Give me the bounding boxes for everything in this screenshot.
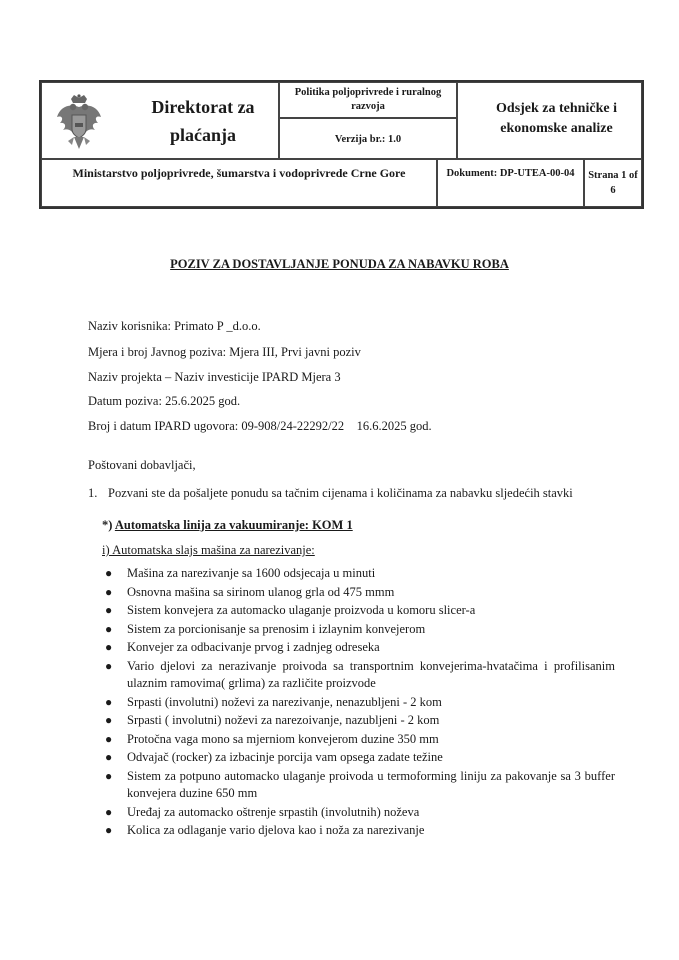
list-item: ● Protočna vaga mono sa mjerniom konvejerom duzine 350 mm (105, 731, 439, 746)
list-item: ● Odvajač (rocker) za izbacinje porcija vam opsega zadate težine (105, 750, 443, 765)
bullet-icon: ● (105, 694, 113, 709)
point-1-text: Pozvani ste da pošaljete ponudu sa tačnim cijenama i količinama za nabavku sljedećih stavki (108, 486, 573, 500)
section-heading (102, 518, 353, 533)
version-cell: Verzija br.: 1.0 (279, 118, 457, 159)
section-prefix: *) (102, 518, 115, 532)
list-item: ● Osnovna mašina sa sirinom ulanog grla od 475 mmm (105, 584, 395, 599)
bullet-icon: ● (105, 804, 113, 819)
bullet-icon: ● (105, 750, 113, 765)
bullet-icon: ● (105, 713, 113, 728)
bullet-icon: ● (105, 768, 113, 783)
subsection-heading: i) Automatska slajs mašina za narezivanje: (102, 543, 315, 557)
bullet-icon: ● (105, 621, 113, 636)
list-item: ● Mašina za narezivanje sa 1600 odsjecaja u minuti (105, 566, 376, 580)
list-item: ● Sistem za potpuno automacko ulaganje proivoda u termoforming liniju za pakovanje sa 3 buffer konvejera duzine 650 mm (105, 768, 615, 800)
list-item: ● Uređaj za automacko oštrenje srpastih (involutnih) noževa (105, 804, 420, 819)
info-beneficiary: Naziv korisnika: Primato P _d.o.o. (88, 319, 261, 333)
montenegro-coat-of-arms-icon (54, 93, 104, 151)
list-item: ● Srpasti (involutni) noževi za narezivanje, nenazubljeni - 2 kom (105, 694, 442, 709)
document-number-cell: Dokument: DP-UTEA-00-04 (437, 159, 584, 207)
bullet-icon: ● (105, 566, 113, 580)
header-table (39, 80, 644, 209)
list-item: ● Konvejer za odbacivanje prvog i zadnjeg odreseka (105, 640, 380, 655)
section-title: Automatska linija za vakuumiranje: KOM 1 (114, 518, 353, 532)
header-directorate-cell (41, 82, 279, 159)
list-item: ● Srpasti ( involutni) noževi za narezoivanje, nazubljeni - 2 kom (105, 713, 440, 728)
page-number-cell: Strana 1 of 6 (584, 159, 642, 207)
list-item: ● Kolica za odlaganje vario djelova kao i noža za narezivanje (105, 823, 425, 838)
bullet-icon: ● (105, 731, 113, 746)
point-1 (88, 486, 573, 501)
info-project: Naziv projekta – Naziv investicije IPARD Mjera 3 (88, 370, 341, 384)
directorate-title: Direktorat za plaćanja (151, 97, 255, 145)
info-measure: Mjera i broj Javnog poziva: Mjera III, Prvi javni poziv (88, 345, 361, 359)
policy-cell: Politika poljoprivrede i ruralnog razvoja (279, 82, 457, 118)
info-contract: Broj i datum IPARD ugovora: 09-908/24-22292/22 16.6.2025 god. (88, 419, 432, 433)
department-cell: Odsjek za tehničke i ekonomske analize (457, 82, 642, 159)
list-item: ● Sistem konvejera za automacko ulaganje proizvoda u komoru slicer-a (105, 603, 476, 618)
info-date: Datum poziva: 25.6.2025 god. (88, 394, 241, 408)
bullet-icon: ● (105, 584, 113, 599)
item-list (105, 565, 615, 841)
list-item: ● Sistem za porcionisanje sa prenosim i izlaynim konvejerom (105, 621, 426, 636)
bullet-icon: ● (105, 640, 113, 655)
greeting: Poštovani dobavljači, (88, 458, 196, 472)
ministry-cell: Ministarstvo poljoprivrede, šumarstva i vodoprivrede Crne Gore (41, 159, 437, 207)
point-1-number: 1. (88, 486, 98, 500)
list-item: ● Vario djelovi za nerazivanje proivoda sa transportnim konvejerima-hvatačima i profilisanim ulaznim ramovima( grlima) za različite proizvode (105, 658, 615, 690)
bullet-icon: ● (105, 603, 113, 618)
bullet-icon: ● (105, 823, 113, 838)
document-title: POZIV ZA DOSTAVLJANJE PONUDA ZA NABAVKU ROBA (170, 257, 509, 271)
bullet-icon: ● (105, 658, 113, 673)
